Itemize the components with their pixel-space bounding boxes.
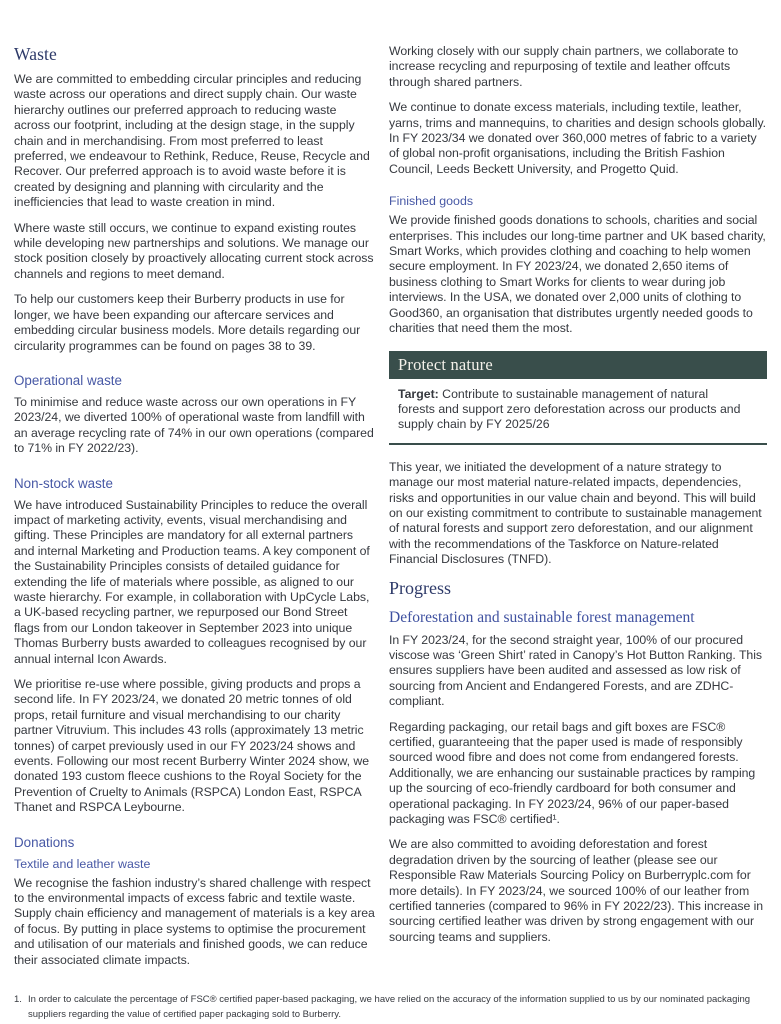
target-label: Target: xyxy=(398,386,439,401)
paragraph: We prioritise re-use where possible, giving products and props a second life. In FY 2023/24, we donated 20 metric tonnes of old props, retail furniture and visual merchandising to our charity partner Vitruvium. This includes 43 rolls (approximately 13 metric tonnes) of carpet previously used in our FY 2023/24 shows and events. Following our most recent Burberry Winter 2024 show, we donated 193 custom fleece cushions to the Royal Society for the Prevention of Cruelty to Animals (RSPCA) London East, RSPCA Thanet and RSPCA Leybourne. xyxy=(14,677,369,815)
paragraph: Regarding packaging, our retail bags and gift boxes are FSC® certified, guaranteeing that the paper used is made of responsibly sourced wood fibre and does not come from endangered forests. Additionally, we are enhancing our sustainable practices by ramping up the sourcing of eco-friendly cardboard for both consumer and operational packaging. In FY 2023/24, 96% of our paper-based packaging was FSC® certified¹. xyxy=(389,719,756,827)
footnote-marker: 1. xyxy=(14,994,22,1005)
paragraph: We are committed to embedding circular principles and reducing waste across our operations and direct supply chain. Our waste hierarchy outlines our preferred approach to reducing waste across our footprint, including at the design stage, in the supply chain and in merchandising. From most preferred to least preferred, we endeavour to Rethink, Reduce, Reuse, Recycle and Recover. Our preferred approach is to avoid waste before it is created by designing and planning with circularity and the inefficiencies that lead to waste creation in mind. xyxy=(14,72,370,210)
section-non-stock-waste xyxy=(14,476,375,816)
paragraph: We continue to donate excess materials, including textile, leather, yarns, trims and mannequins, to charities and design schools globally. In FY 2023/34 we donated over 360,000 metres of fabric to a variety of global non-profit organisations, including the British Fashion Council, Leeds Beckett University, and Progetto Quid. xyxy=(389,100,766,176)
subsection-title-donations: Donations xyxy=(14,834,75,850)
section-operational-waste xyxy=(14,373,375,457)
paragraph: We have introduced Sustainability Principles to reduce the overall impact of marketing activity, events, visual merchandising and gifting. These Principles are mandatory for all external partners and internal Marketing and Production teams. A key component of the Sustainability Principles consists of detailed guidance for extending the life of materials where possible, as aligned to our waste hierarchy. For example, in collaboration with UpCycle Labs, a UK-based recycling partner, we repurposed our Bond Street flags from our London takeover in September 2023 into unique Thomas Burberry busts awarded to colleagues recognised by our annual internal Icon Awards. xyxy=(14,497,370,666)
subsection-title-non-stock-waste: Non-stock waste xyxy=(14,475,113,491)
section-title-progress: Progress xyxy=(389,577,451,598)
section-donations xyxy=(14,835,375,968)
paragraph: Where waste still occurs, we continue to expand existing routes while developing new partnerships and solutions. We manage our stock position closely by proactively allocating current stock across channels and regions to meet demand. xyxy=(14,220,374,281)
paragraph: To minimise and reduce waste across our own operations in FY 2023/24, we diverted 100% of operational waste from landfill with an average recycling rate of 74% in our own operations (compared to 71% in FY 2022/23). xyxy=(14,394,374,456)
target-callout xyxy=(389,379,767,445)
section-finished-goods xyxy=(389,194,767,336)
protect-nature-banner: Protect nature xyxy=(389,351,767,379)
subsection-title-deforestation: Deforestation and sustainable forest management xyxy=(389,608,695,626)
paragraph: We recognise the fashion industry’s shared challenge with respect to the environmental impacts of excess fabric and textile waste. Supply chain efficiency and management of materials is a key area of focus. By putting in place systems to optimise the procurement and utilisation of our materials and finished goods, we can reduce their associated climate impacts. xyxy=(14,875,375,967)
section-waste xyxy=(14,44,375,354)
paragraph: We are also committed to avoiding deforestation and forest degradation driven by the sourcing of leather (please see our Responsible Raw Materials Sourcing Policy on Burberryplc.com for more details). In FY 2023/24, we sourced 100% of our leather from certified tanneries (compared to 96% in FY 2022/23). This increase in sourcing certified leather was driven by strong engagement with our sourcing teams and suppliers. xyxy=(389,837,764,944)
target-text: Contribute to sustainable management of natural forests and support zero deforestation across our products and supply chain by FY 2025/26 xyxy=(398,386,741,432)
paragraph: To help our customers keep their Burberry products in use for longer, we have been expanding our aftercare services and embedding circular business models. More details regarding our circularity programmes can be found on pages 38 to 39. xyxy=(14,292,361,353)
paragraph: In FY 2023/24, for the second straight year, 100% of our procured viscose was ‘Green Shirt’ rated in Canopy’s Hot Button Ranking. This ensures suppliers have been audited and assessed as low risk of sourcing from Ancient and Endangered Forests, and are ZDHC-compliant. xyxy=(389,632,762,709)
left-column xyxy=(14,44,375,978)
paragraph: Working closely with our supply chain partners, we collaborate to increase recycling and repurposing of textile and leather offcuts through shared partners. xyxy=(389,44,739,89)
paragraph: This year, we initiated the development of a nature strategy to manage our most material nature-related impacts, dependencies, risks and opportunities in our value chain and beyond. This will build on our existing commitment to contribute to sustainable management of natural forests and support zero deforestation, and our alignment with the recommendations of the Taskforce on Nature-related Financial Disclosures (TNFD). xyxy=(389,459,762,567)
subsection-title-finished-goods: Finished goods xyxy=(389,194,474,209)
subsection-title-textile-leather-waste: Textile and leather waste xyxy=(14,856,151,871)
right-column xyxy=(389,44,767,978)
section-protect-nature xyxy=(389,351,767,568)
footnote-text: In order to calculate the percentage of FSC® certified paper-based packaging, we have relied on the accuracy of the information supplied to us by our nominated packaging suppliers regarding the value of certified paper packaging sold to Burberry. xyxy=(28,994,751,1020)
section-progress xyxy=(389,578,767,946)
two-column-layout xyxy=(14,44,767,978)
subsection-title-operational-waste: Operational waste xyxy=(14,372,122,388)
section-title-waste: Waste xyxy=(14,44,57,64)
footnote xyxy=(14,992,769,1022)
section-donations-continued xyxy=(389,44,767,177)
paragraph: We provide finished goods donations to schools, charities and social enterprises. This includes our long-time partner and UK based charity, Smart Works, which provides clothing and coaching to help women secure employment. In FY 2023/24, we donated 2,650 items of business clothing to Smart Works for clients to wear during job interviews. In the USA, we donated over 2,000 units of clothing to Good360, an organisation that distributes urgently needed goods to charities that need them the most. xyxy=(389,213,766,336)
